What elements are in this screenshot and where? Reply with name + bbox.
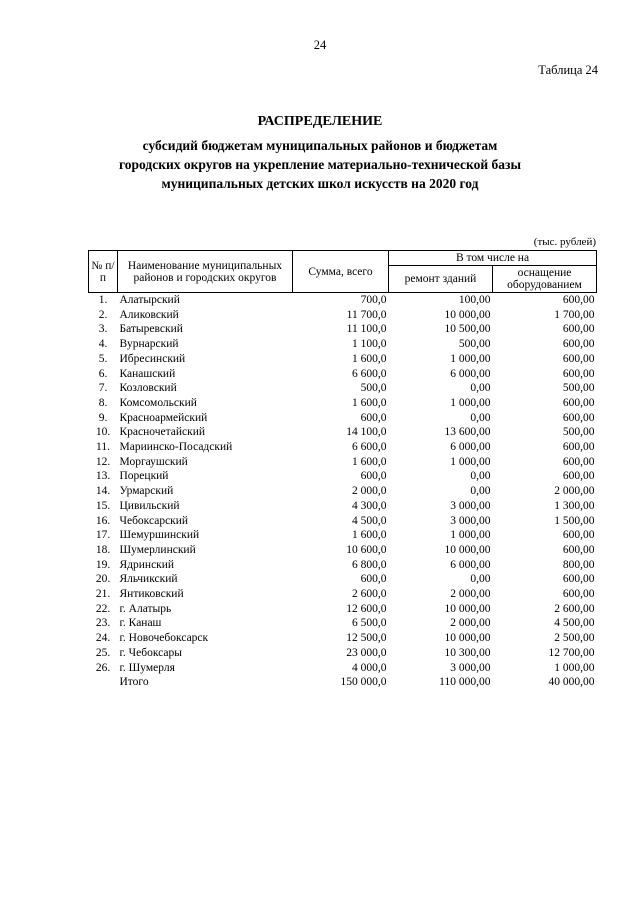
row-repair: 100,00 xyxy=(458,294,491,306)
row-repair: 1 000,00 xyxy=(450,352,491,365)
row-equipment: 600,00 xyxy=(562,470,595,483)
table-row xyxy=(89,352,597,367)
row-sum: 1 600,0 xyxy=(352,455,387,468)
row-repair: 13 600,00 xyxy=(444,426,491,439)
row-name: Батыревский xyxy=(119,323,183,336)
row-equipment: 600,00 xyxy=(562,543,595,556)
row-equipment: 600,00 xyxy=(562,338,595,351)
row-number: 20. xyxy=(95,573,111,586)
row-sum: 14 100,0 xyxy=(346,426,387,439)
row-number: 17. xyxy=(95,529,111,542)
table-row xyxy=(89,616,597,631)
row-number: 1. xyxy=(98,294,108,306)
row-equipment: 600,00 xyxy=(562,411,595,424)
row-repair: 10 000,00 xyxy=(444,632,491,645)
row-sum: 1 600,0 xyxy=(352,352,387,365)
page-number: 24 xyxy=(313,38,327,52)
row-sum: 2 600,0 xyxy=(352,588,387,601)
total-equipment: 40 000,00 xyxy=(548,676,595,689)
title-line-4: муниципальных детских школ искусств на 2020 год xyxy=(161,176,479,191)
table-row xyxy=(89,572,597,587)
table-row xyxy=(89,484,597,499)
row-name: Порецкий xyxy=(119,470,169,483)
row-sum: 1 100,0 xyxy=(352,338,387,351)
row-name: г. Канаш xyxy=(119,617,162,630)
row-equipment: 12 700,00 xyxy=(548,646,595,659)
header-num: № п/п xyxy=(89,251,118,293)
row-sum: 10 600,0 xyxy=(346,543,387,556)
row-equipment: 1 700,00 xyxy=(554,308,595,321)
table-row xyxy=(89,646,597,661)
row-repair: 10 500,00 xyxy=(444,323,491,336)
row-name: Ядринский xyxy=(119,558,175,571)
row-number: 26. xyxy=(95,661,111,674)
row-repair: 2 000,00 xyxy=(450,588,491,601)
row-equipment: 600,00 xyxy=(562,529,595,542)
row-equipment: 800,00 xyxy=(562,558,595,571)
row-repair: 10 000,00 xyxy=(444,543,491,556)
row-sum: 4 000,0 xyxy=(352,661,387,674)
row-name: Алатырский xyxy=(119,294,180,306)
row-equipment: 2 000,00 xyxy=(554,485,595,498)
row-repair: 6 000,00 xyxy=(450,558,491,571)
row-repair: 10 000,00 xyxy=(444,602,491,615)
table-row xyxy=(89,455,597,470)
row-name: Янтиковский xyxy=(119,588,184,601)
row-sum: 500,0 xyxy=(360,382,387,395)
header-equipment: оснащение оборудованием xyxy=(493,266,597,293)
row-sum: 1 600,0 xyxy=(352,396,387,409)
row-number: 2. xyxy=(98,308,108,321)
row-number: 9. xyxy=(98,411,108,424)
table-row xyxy=(89,543,597,558)
table-label: Таблица 24 xyxy=(538,63,598,77)
row-repair: 2 000,00 xyxy=(450,617,491,630)
row-name: Мариинско-Посадский xyxy=(119,441,233,454)
row-repair: 1 000,00 xyxy=(450,396,491,409)
row-name: Красночетайский xyxy=(119,426,206,439)
row-number: 8. xyxy=(98,396,108,409)
table-row xyxy=(89,587,597,602)
table-body xyxy=(89,293,597,690)
row-name: Шемуршинский xyxy=(119,529,200,542)
row-number: 18. xyxy=(95,543,111,556)
row-equipment: 1 300,00 xyxy=(554,499,595,512)
row-sum: 600,0 xyxy=(360,470,387,483)
table-row xyxy=(89,308,597,323)
total-sum: 150 000,0 xyxy=(340,676,387,689)
row-name: Яльчикский xyxy=(119,573,178,586)
row-equipment: 600,00 xyxy=(562,367,595,380)
row-sum: 12 600,0 xyxy=(346,602,387,615)
row-number: 24. xyxy=(95,632,111,645)
row-repair: 3 000,00 xyxy=(450,514,491,527)
row-equipment: 600,00 xyxy=(562,441,595,454)
table-row xyxy=(89,367,597,382)
row-sum: 700,0 xyxy=(360,294,387,306)
row-sum: 23 000,0 xyxy=(346,646,387,659)
row-number: 10. xyxy=(95,426,111,439)
row-name: Моргаушский xyxy=(119,455,188,468)
table-row xyxy=(89,631,597,646)
row-sum: 600,0 xyxy=(360,573,387,586)
row-number: 7. xyxy=(98,382,108,395)
row-name: Козловский xyxy=(119,382,177,395)
row-number: 25. xyxy=(95,646,111,659)
row-sum: 600,0 xyxy=(360,411,387,424)
row-equipment: 600,00 xyxy=(562,455,595,468)
row-repair: 10 300,00 xyxy=(444,646,491,659)
row-repair: 3 000,00 xyxy=(450,499,491,512)
row-equipment: 600,00 xyxy=(562,323,595,336)
header-name: Наименование муниципальных районов и городских округов xyxy=(118,251,293,293)
row-repair: 0,00 xyxy=(470,470,491,483)
title-line-3: городских округов на укрепление материально-технической базы xyxy=(118,157,521,172)
row-sum: 2 000,0 xyxy=(352,485,387,498)
row-number: 11. xyxy=(96,441,110,454)
row-name: г. Шумерля xyxy=(119,661,175,674)
table-row xyxy=(89,499,597,514)
row-number: 14. xyxy=(95,485,111,498)
table-row xyxy=(89,322,597,337)
table-row xyxy=(89,661,597,676)
document-title xyxy=(0,112,640,193)
row-sum: 11 700,0 xyxy=(346,308,387,321)
row-equipment: 600,00 xyxy=(562,573,595,586)
row-equipment: 600,00 xyxy=(562,588,595,601)
row-number: 16. xyxy=(95,514,111,527)
title-line-2: субсидий бюджетам муниципальных районов и бюджетам xyxy=(142,138,498,153)
row-number: 23. xyxy=(95,617,111,630)
total-row xyxy=(89,675,597,690)
row-equipment: 600,00 xyxy=(562,396,595,409)
row-repair: 0,00 xyxy=(470,573,491,586)
row-sum: 4 300,0 xyxy=(352,499,387,512)
subsidy-table xyxy=(88,250,597,690)
row-number: 12. xyxy=(95,455,111,468)
row-name: Аликовский xyxy=(119,308,179,321)
table-row xyxy=(89,411,597,426)
row-sum: 6 500,0 xyxy=(352,617,387,630)
table-row xyxy=(89,514,597,529)
row-repair: 1 000,00 xyxy=(450,529,491,542)
row-number: 6. xyxy=(98,367,108,380)
row-number: 22. xyxy=(95,602,111,615)
total-empty xyxy=(89,675,118,690)
row-sum: 4 500,0 xyxy=(352,514,387,527)
table-row xyxy=(89,337,597,352)
row-name: г. Алатырь xyxy=(119,602,172,615)
row-equipment: 1 500,00 xyxy=(554,514,595,527)
row-number: 13. xyxy=(95,470,111,483)
table-row xyxy=(89,558,597,573)
row-sum: 1 600,0 xyxy=(352,529,387,542)
row-sum: 12 500,0 xyxy=(346,632,387,645)
row-sum: 11 100,0 xyxy=(346,323,387,336)
header-including: В том числе на xyxy=(389,251,597,266)
table-row xyxy=(89,469,597,484)
row-number: 21. xyxy=(95,588,111,601)
row-repair: 1 000,00 xyxy=(450,455,491,468)
row-number: 5. xyxy=(98,352,108,365)
row-name: Канашский xyxy=(119,367,176,380)
row-repair: 10 000,00 xyxy=(444,308,491,321)
row-name: Шумерлинский xyxy=(119,543,196,556)
header-sum: Сумма, всего xyxy=(293,251,389,293)
row-equipment: 4 500,00 xyxy=(554,617,595,630)
row-repair: 500,00 xyxy=(458,338,491,351)
table-row xyxy=(89,602,597,617)
row-name: Цивильский xyxy=(119,499,180,512)
title-line-1: РАСПРЕДЕЛЕНИЕ xyxy=(257,114,383,129)
row-number: 15. xyxy=(95,499,111,512)
row-equipment: 500,00 xyxy=(562,382,595,395)
row-name: Комсомольский xyxy=(119,396,197,409)
row-equipment: 600,00 xyxy=(562,294,595,306)
table-row xyxy=(89,381,597,396)
row-equipment: 2 500,00 xyxy=(554,632,595,645)
row-name: Ибресинский xyxy=(119,352,186,365)
units-label: (тыс. рублей) xyxy=(533,236,596,248)
row-sum: 6 600,0 xyxy=(352,367,387,380)
row-equipment: 2 600,00 xyxy=(554,602,595,615)
row-name: Урмарский xyxy=(119,485,174,498)
row-name: г. Новочебоксарск xyxy=(119,632,209,645)
table-row xyxy=(89,528,597,543)
row-sum: 6 800,0 xyxy=(352,558,387,571)
row-equipment: 1 000,00 xyxy=(554,661,595,674)
row-name: Вурнарский xyxy=(119,338,179,351)
row-number: 3. xyxy=(98,323,108,336)
header-repair: ремонт зданий xyxy=(389,266,493,293)
row-number: 19. xyxy=(95,558,111,571)
row-repair: 0,00 xyxy=(470,382,491,395)
row-number: 4. xyxy=(98,338,108,351)
row-equipment: 600,00 xyxy=(562,352,595,365)
total-repair: 110 000,00 xyxy=(439,676,491,689)
row-repair: 0,00 xyxy=(470,485,491,498)
total-label: Итого xyxy=(119,676,149,689)
table-row xyxy=(89,440,597,455)
row-repair: 6 000,00 xyxy=(450,367,491,380)
row-repair: 6 000,00 xyxy=(450,441,491,454)
table-row xyxy=(89,425,597,440)
row-name: г. Чебоксары xyxy=(119,646,182,659)
table-row xyxy=(89,293,597,308)
row-repair: 3 000,00 xyxy=(450,661,491,674)
row-name: Красноармейский xyxy=(119,411,208,424)
row-name: Чебоксарский xyxy=(119,514,189,527)
row-repair: 0,00 xyxy=(470,411,491,424)
table-row xyxy=(89,396,597,411)
row-sum: 6 600,0 xyxy=(352,441,387,454)
row-equipment: 500,00 xyxy=(562,426,595,439)
